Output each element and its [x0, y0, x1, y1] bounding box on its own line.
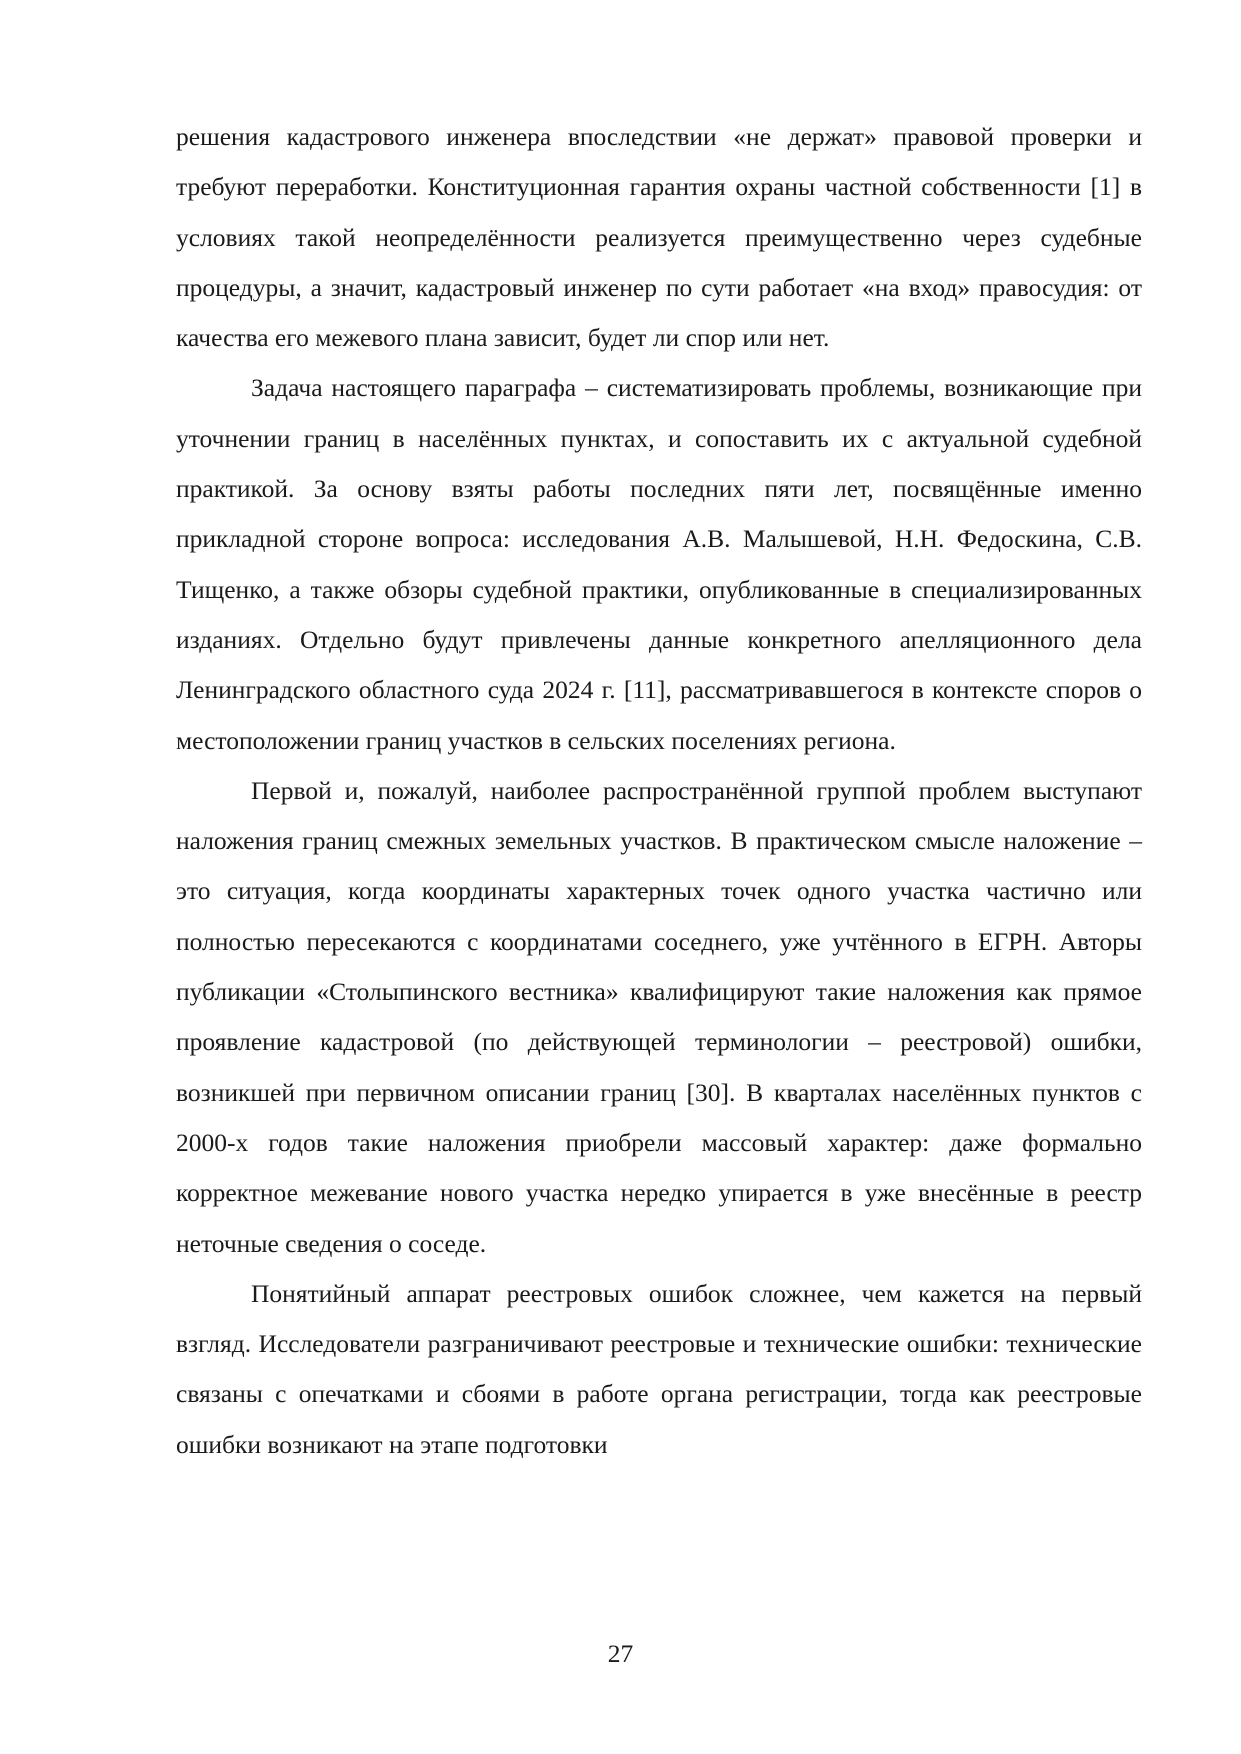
paragraph-1: решения кадастрового инженера впоследствии «не держат» правовой проверки и требуют переработки. Конституционная гарантия охраны частной собственности [1] в условиях такой неопределённости реализуется преимущественно через судебные процедуры, а значит, кадастровый инженер по сути работает «на вход» правосудия: от качества его межевого плана зависит, будет ли спор или нет.	[176, 122, 1142, 353]
paragraph-4: Понятийный аппарат реестровых ошибок сложнее, чем кажется на первый взгляд. Исследователи разграничивают реестровые и технические ошибки: технические связаны с опечатками и сбоями в работе органа регистрации, тогда как реестровые ошибки возникают на этапе подготовки	[176, 1278, 1142, 1459]
paragraph-3: Первой и, пожалуй, наиболее распространённой группой проблем выступают наложения границ смежных земельных участков. В практическом смысле наложение – это ситуация, когда координаты характерных точек одного участка частично или полностью пересекаются с координатами соседнего, уже учтённого в ЕГРН. Авторы публикации «Столыпинского вестника» квалифицируют такие наложения как прямое проявление кадастровой (по действующей терминологии – реестровой) ошибки, возникшей при первичном описании границ [30]. В кварталах населённых пунктов с 2000-х годов такие наложения приобрели массовый характер: даже формально корректное межевание нового участка нередко упирается в уже внесённые в реестр неточные сведения о соседе.	[176, 775, 1142, 1258]
paragraph-2: Задача настоящего параграфа – систематизировать проблемы, возникающие при уточнении границ в населённых пунктах, и сопоставить их с актуальной судебной практикой. За основу взяты работы последних пяти лет, посвящённые именно прикладной стороне вопроса: исследования А.В. Малышевой, Н.Н. Федоскина, С.В. Тищенко, а также обзоры судебной практики, опубликованные в специализированных изданиях. Отдельно будут привлечены данные конкретного апелляционного дела Ленинградского областного суда 2024 г. [11], рассматривавшегося в контексте споров о местоположении границ участков в сельских поселениях региона.	[176, 373, 1142, 755]
page-number: 27	[607, 1639, 634, 1668]
body-text	[176, 112, 1142, 1470]
